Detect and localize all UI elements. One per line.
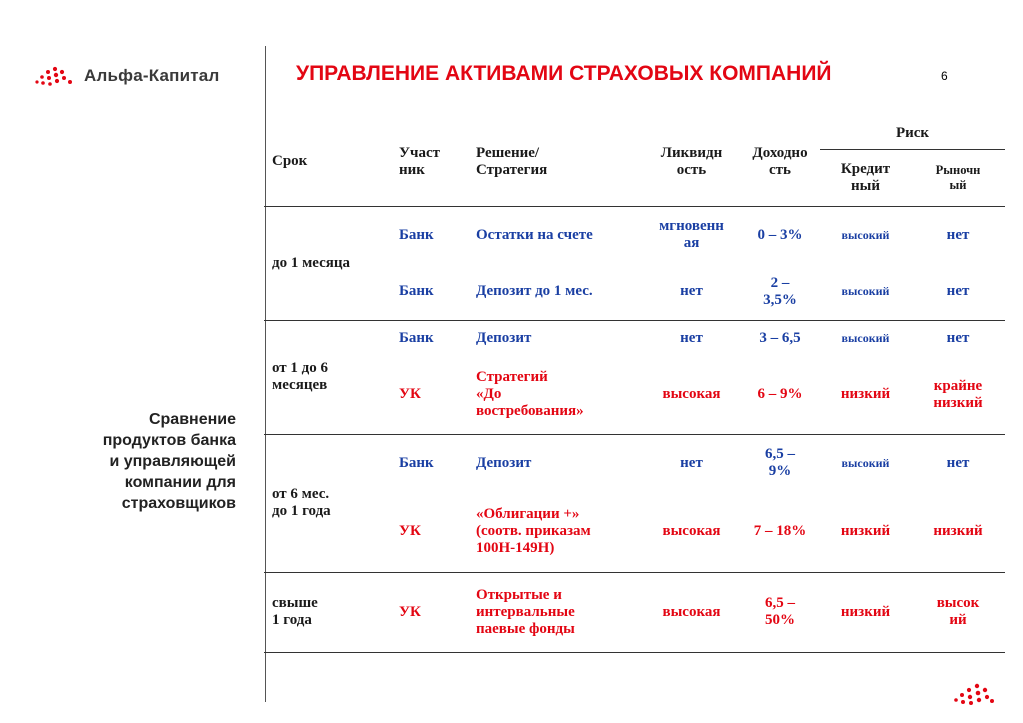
- credit-risk-cell: низкий: [840, 523, 891, 540]
- header-term: Срок: [272, 153, 308, 170]
- participant-cell: Банк: [399, 329, 434, 346]
- side-caption: [16, 409, 236, 514]
- alfa-dots-logo-icon: [34, 66, 76, 86]
- side-caption-line: страховщиков: [121, 495, 236, 512]
- header-liquidity: Ликвидн ость: [660, 144, 723, 178]
- header-participant: Участ ник: [399, 144, 440, 178]
- side-caption-line: Сравнение: [148, 411, 236, 428]
- participant-cell: Банк: [399, 226, 434, 243]
- market-risk-cell: высок ий: [936, 595, 980, 628]
- side-caption-line: компании для: [124, 474, 236, 491]
- liquidity-cell: мгновенн ая: [659, 218, 724, 252]
- page-number: 6: [941, 69, 948, 83]
- page-title: УПРАВЛЕНИЕ АКТИВАМИ СТРАХОВЫХ КОМПАНИЙ: [296, 62, 832, 85]
- participant-cell: УК: [399, 523, 421, 540]
- credit-risk-cell: низкий: [840, 386, 891, 403]
- alfa-dots-footer-icon: [952, 682, 996, 706]
- yield-cell: 6,5 – 9%: [765, 446, 795, 480]
- liquidity-cell: высокая: [662, 386, 721, 403]
- term-cell: до 1 месяца: [272, 254, 351, 271]
- credit-risk-cell: высокий: [841, 330, 890, 345]
- participant-cell: Банк: [399, 283, 434, 300]
- market-risk-cell: нет: [946, 329, 970, 346]
- solution-cell: «Облигации +» (соотв. приказам 100Н-149Н): [476, 506, 591, 557]
- market-risk-cell: нет: [946, 454, 970, 471]
- yield-cell: 6 – 9%: [757, 386, 803, 403]
- liquidity-cell: нет: [680, 329, 703, 346]
- side-caption-line: продуктов банка: [102, 432, 236, 449]
- header-credit-risk: Кредит ный: [840, 160, 891, 194]
- solution-cell: Депозит до 1 мес.: [476, 283, 593, 300]
- yield-cell: 0 – 3%: [757, 226, 803, 243]
- liquidity-cell: высокая: [662, 523, 721, 540]
- table-row: [264, 320, 1005, 356]
- market-risk-cell: низкий: [933, 523, 983, 540]
- header-solution: Решение/ Стратегия: [476, 144, 548, 178]
- table-row: [264, 572, 1005, 652]
- liquidity-cell: нет: [680, 283, 703, 300]
- yield-cell: 3 – 6,5: [759, 329, 801, 346]
- header-risk: Риск: [820, 118, 1005, 149]
- header-yield: Доходно сть: [752, 144, 808, 178]
- term-cell: от 1 до 6 месяцев: [272, 360, 329, 393]
- liquidity-cell: нет: [680, 454, 703, 471]
- participant-cell: Банк: [399, 454, 434, 471]
- comparison-table: [264, 118, 1005, 653]
- credit-risk-cell: низкий: [840, 603, 891, 620]
- solution-cell: Остатки на счете: [476, 226, 593, 243]
- solution-cell: Депозит: [476, 329, 532, 346]
- term-cell: от 6 мес. до 1 года: [272, 486, 331, 519]
- liquidity-cell: высокая: [662, 603, 721, 620]
- header-market-risk: Рыночн ый: [935, 162, 981, 192]
- market-risk-cell: нет: [946, 226, 970, 243]
- market-risk-cell: крайне низкий: [933, 377, 983, 411]
- brand-name: Альфа-Капитал: [84, 66, 220, 85]
- credit-risk-cell: высокий: [841, 455, 890, 470]
- brand-logo: [34, 66, 219, 86]
- solution-cell: Стратегий «До востребования»: [476, 369, 584, 420]
- term-cell: свыше 1 года: [272, 595, 318, 628]
- credit-risk-cell: высокий: [841, 227, 890, 242]
- side-caption-line: и управляющей: [109, 453, 236, 470]
- market-risk-cell: нет: [946, 283, 970, 300]
- yield-cell: 7 – 18%: [753, 523, 807, 540]
- solution-cell: Открытые и интервальные паевые фонды: [476, 586, 575, 637]
- solution-cell: Депозит: [476, 454, 532, 471]
- yield-cell: 2 – 3,5%: [763, 274, 797, 308]
- participant-cell: УК: [399, 603, 421, 620]
- table-row: [264, 434, 1005, 492]
- participant-cell: УК: [399, 386, 421, 403]
- table-row: [264, 206, 1005, 264]
- yield-cell: 6,5 – 50%: [765, 595, 795, 628]
- credit-risk-cell: высокий: [841, 284, 890, 299]
